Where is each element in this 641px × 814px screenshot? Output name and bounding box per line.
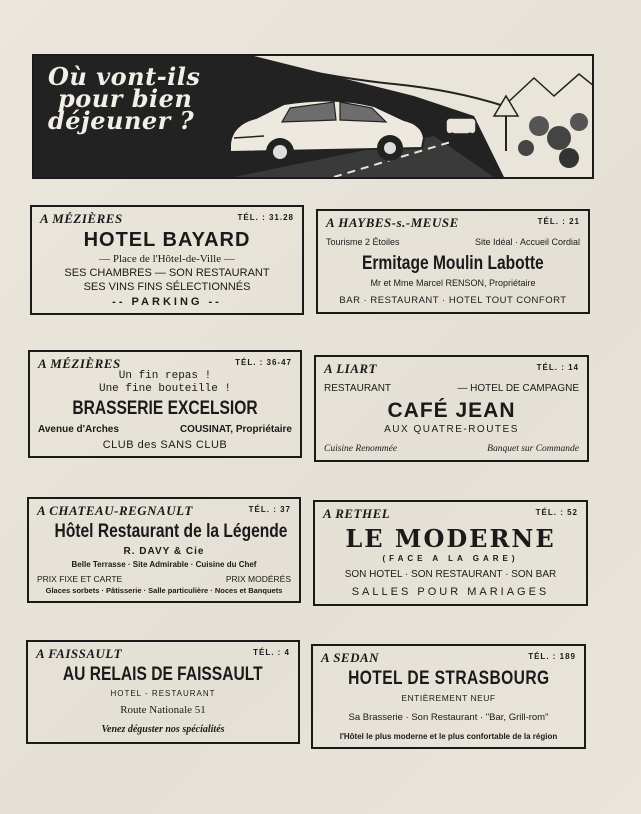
ad-line-2: Une fine bouteille ! (98, 383, 232, 395)
ad-ermitage-moulin-labotte (316, 209, 590, 314)
ad-location: A CHATEAU-REGNAULT (37, 503, 193, 518)
ad-address: — Place de l'Hôtel-de-Ville — (99, 253, 235, 265)
ad-relais-de-faissault (26, 640, 300, 744)
ad-foot-row (324, 444, 579, 454)
ad-address-left: Avenue d'Arches (38, 424, 119, 435)
ad-hotel-legende (27, 497, 301, 603)
banner-line-3: déjeuner ? (48, 106, 195, 135)
ad-foot-left: Cuisine Renommée (324, 444, 398, 454)
ad-telephone: TÉL. : 14 (536, 363, 579, 372)
ad-cafe-jean (314, 355, 589, 462)
ad-row-right: PRIX MODÉRÉS (225, 574, 291, 584)
ad-notes-row (326, 237, 580, 247)
ad-club: CLUB des SANS CLUB (102, 439, 228, 451)
ad-right: — HOTEL DE CAMPAGNE (457, 383, 579, 394)
ad-telephone: TÉL. : 21 (537, 217, 580, 226)
ad-footer: Glaces sorbets · Pâtisserie · Salle particulière · Noces et Banquets (45, 586, 283, 595)
ad-road: Route Nationale 51 (120, 704, 206, 716)
ad-telephone: TÉL. : 37 (248, 505, 291, 514)
ad-name: LE MODERNE (345, 524, 556, 553)
ad-address-row (38, 424, 292, 435)
ad-brasserie-excelsior (28, 350, 302, 458)
ad-hotel-de-strasbourg (311, 644, 586, 749)
ad-line-1: Un fin repas ! (118, 370, 212, 382)
ad-telephone: TÉL. : 31.28 (237, 213, 294, 222)
ad-address-right: COUSINAT, Propriétaire (179, 424, 292, 435)
ad-right-note: Site Idéal · Accueil Cordial (474, 237, 580, 247)
ad-name-text: BRASSERIE EXCELSIOR (72, 398, 258, 419)
ad-features: Belle Terrasse · Site Admirable · Cuisine du Chef (71, 560, 257, 569)
ad-location: A FAISSAULT (36, 646, 123, 661)
banner-title (48, 62, 248, 135)
ad-name (30, 398, 300, 420)
ad-owner: Mr et Mme Marcel RENSON, Propriétaire (370, 278, 536, 288)
ad-line-2: SES VINS FINS SÉLECTIONNÉS (83, 281, 251, 293)
ad-telephone: TÉL. : 52 (535, 508, 578, 517)
ad-telephone: TÉL. : 189 (528, 652, 576, 661)
ad-top-row (324, 383, 579, 394)
ad-services: Sa Brasserie · Son Restaurant · "Bar, Grill-rom" (348, 712, 549, 723)
ad-name: CAFÉ JEAN (387, 399, 516, 422)
ad-subtitle: AUX QUATRE-ROUTES (384, 424, 519, 435)
ad-subtitle: ENTIÈREMENT NEUF (401, 693, 496, 703)
ad-telephone: TÉL. : 4 (253, 648, 290, 657)
ad-left: RESTAURANT (324, 383, 392, 394)
ad-location: A LIART (324, 361, 377, 376)
ad-services: BAR · RESTAURANT · HOTEL TOUT CONFORT (339, 295, 567, 306)
ad-line: SALLES POUR MARIAGES (351, 586, 550, 598)
ad-type: HOTEL - RESTAURANT (110, 689, 216, 698)
ad-telephone: TÉL. : 36-47 (235, 358, 292, 367)
ad-hotel-bayard (30, 205, 304, 315)
ad-location: A SEDAN (321, 650, 380, 665)
ad-line-1: SES CHAMBRES — SON RESTAURANT (64, 267, 270, 279)
ad-name (313, 668, 584, 690)
ad-name-text: HOTEL DE STRASBOURG (347, 668, 550, 689)
ad-name-text: AU RELAIS DE FAISSAULT (63, 664, 263, 685)
ad-row-left: PRIX FIXE ET CARTE (37, 574, 123, 584)
ad-name-text: Ermitage Moulin Labotte (362, 253, 544, 274)
ad-name-text: Hôtel Restaurant de la Légende (54, 521, 288, 542)
ad-owner: R. DAVY & Cie (123, 546, 205, 557)
header-banner (32, 54, 594, 179)
ad-price-row (37, 574, 291, 584)
ad-line-3: -- PARKING -- (112, 296, 222, 308)
ad-name: HOTEL BAYARD (83, 229, 251, 251)
ad-foot-right: Banquet sur Commande (487, 444, 579, 454)
ad-location: A HAYBES-s.-MEUSE (326, 215, 459, 230)
ad-foot: Venez déguster nos spécialités (101, 724, 225, 735)
ad-left-note: Tourisme 2 Étoiles (326, 237, 400, 247)
ad-location: A MÉZIÈRES (40, 211, 123, 226)
banner-line-1: Où vont-ils (48, 62, 201, 91)
ad-services: SON HOTEL · SON RESTAURANT · SON BAR (344, 569, 557, 580)
ad-name (29, 521, 299, 543)
ad-name (318, 253, 588, 275)
ad-name (28, 664, 298, 686)
ad-location: A MÉZIÈRES (38, 356, 121, 371)
banner-line-2: pour bien (58, 84, 193, 113)
ad-location: A RETHEL (323, 506, 391, 521)
ad-le-moderne (313, 500, 588, 606)
ad-subtitle: (FACE A LA GARE) (382, 554, 519, 563)
ad-foot: l'Hôtel le plus moderne et le plus confortable de la région (339, 732, 558, 741)
